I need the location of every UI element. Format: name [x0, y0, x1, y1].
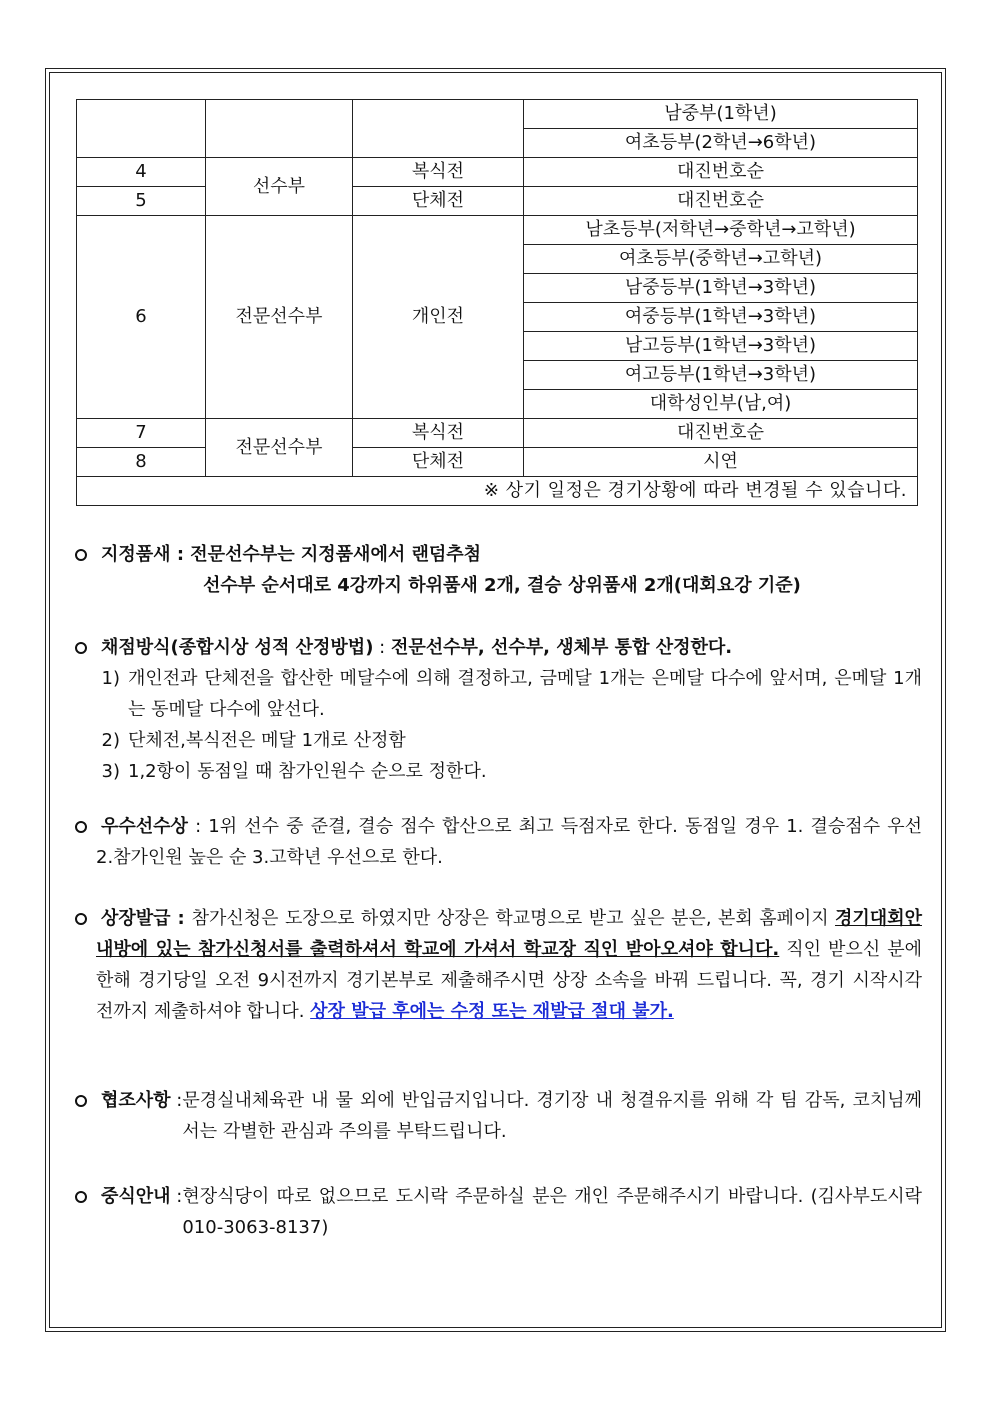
scoring-item-3: 3) 1,2항이 동점일 때 참가인원수 순으로 정한다.	[101, 761, 487, 782]
cell-category: 시연	[524, 448, 918, 477]
table-row	[77, 187, 918, 216]
cell-category: 여초등부(2학년→6학년)	[524, 129, 918, 158]
bullet-icon	[75, 913, 87, 925]
section-scoring	[72, 632, 922, 787]
bullet-icon	[75, 642, 87, 654]
cell-event: 단체전	[353, 448, 524, 477]
cell-division: 선수부	[206, 158, 353, 216]
cell-category: 여중등부(1학년→3학년)	[524, 303, 918, 332]
cell-event	[353, 100, 524, 158]
cell-no	[77, 100, 206, 158]
scoring-item-2: 2) 단체전,복식전은 메달 1개로 산정함	[101, 730, 406, 751]
bullet-icon	[75, 821, 87, 833]
table-note: ※ 상기 일정은 경기상황에 따라 변경될 수 있습니다.	[77, 477, 918, 506]
cell-event: 복식전	[353, 419, 524, 448]
cell-no: 6	[77, 216, 206, 419]
cell-event: 복식전	[353, 158, 524, 187]
schedule-table	[76, 99, 918, 506]
cell-division: 전문선수부	[206, 216, 353, 419]
cell-no: 5	[77, 187, 206, 216]
section-certificate: 상장발급 : 참가신청은 도장으로 하였지만 상장은 학교명으로 받고 싶은 분은, 본회 홈페이지 경기대회안내방에 있는 참가신청서를 출력하셔서 학교에 가셔서 학교장 직인 받아오셔야 합니다. 직인 받으신 분에 한해 경기당일 오전 9시전까지 경기본부로 제출해주시면 상장 소속을 바꿔 드립니다. 꼭, 경기 시작시각 전까지 제출하셔야 합니다. 상장 발급 후에는 수정 또는 재발급 절대 불가.	[72, 903, 922, 1027]
table-row	[77, 158, 918, 187]
cell-category: 여고등부(1학년→3학년)	[524, 361, 918, 390]
bullet-icon	[75, 1095, 87, 1107]
section-coop: 협조사항 : 문경실내체육관 내 물 외에 반입금지입니다. 경기장 내 청결유지를 위해 각 팀 감독, 코치님께서는 각별한 관심과 주의를 부탁드립니다.	[72, 1085, 922, 1147]
table-row	[77, 448, 918, 477]
cell-category: 남중부(1학년)	[524, 100, 918, 129]
bullet-icon	[75, 549, 87, 561]
scoring-item-1: 1) 개인전과 단체전을 합산한 메달수에 의해 결정하고, 금메달 1개는 은메달 다수에 앞서며, 은메달 1개는 동메달 다수에 앞선다.	[101, 668, 922, 720]
cell-event: 단체전	[353, 187, 524, 216]
cell-category: 대진번호순	[524, 187, 918, 216]
seed-line1: 지정품새 : 전문선수부는 지정품새에서 랜덤추첨	[72, 539, 922, 570]
cell-category: 남초등부(저학년→중학년→고학년)	[524, 216, 918, 245]
cell-division	[206, 100, 353, 158]
table-row	[77, 477, 918, 506]
cell-category: 남중등부(1학년→3학년)	[524, 274, 918, 303]
section-lunch: 중식안내 : 현장식당이 따로 없으므로 도시락 주문하실 분은 개인 주문해주시기 바랍니다. (김사부도시락 010-3063-8137)	[72, 1181, 922, 1243]
table-row	[77, 216, 918, 245]
cell-category: 대학성인부(남,여)	[524, 390, 918, 419]
cell-no: 4	[77, 158, 206, 187]
seed-line2: 선수부 순서대로 4강까지 하위품새 2개, 결승 상위품새 2개(대회요강 기준)	[203, 575, 801, 596]
table-row	[77, 419, 918, 448]
section-seed	[72, 539, 922, 601]
scoring-heading: 채점방식(종합시상 성적 산정방법) : 전문선수부, 선수부, 생체부 통합 산정한다.	[72, 632, 922, 663]
section-award: 우수선수상 : 1위 선수 중 준결, 결승 점수 합산으로 최고 득점자로 한다. 동점일 경우 1. 결승점수 우선 2.참가인원 높은 순 3.고학년 우선으로 한다.	[72, 811, 922, 873]
table-row	[77, 100, 918, 129]
cell-category: 남고등부(1학년→3학년)	[524, 332, 918, 361]
cell-category: 대진번호순	[524, 419, 918, 448]
cell-category: 여초등부(중학년→고학년)	[524, 245, 918, 274]
cell-category: 대진번호순	[524, 158, 918, 187]
cell-no: 8	[77, 448, 206, 477]
cell-no: 7	[77, 419, 206, 448]
cell-event: 개인전	[353, 216, 524, 419]
bullet-icon	[75, 1191, 87, 1203]
cell-division: 전문선수부	[206, 419, 353, 477]
